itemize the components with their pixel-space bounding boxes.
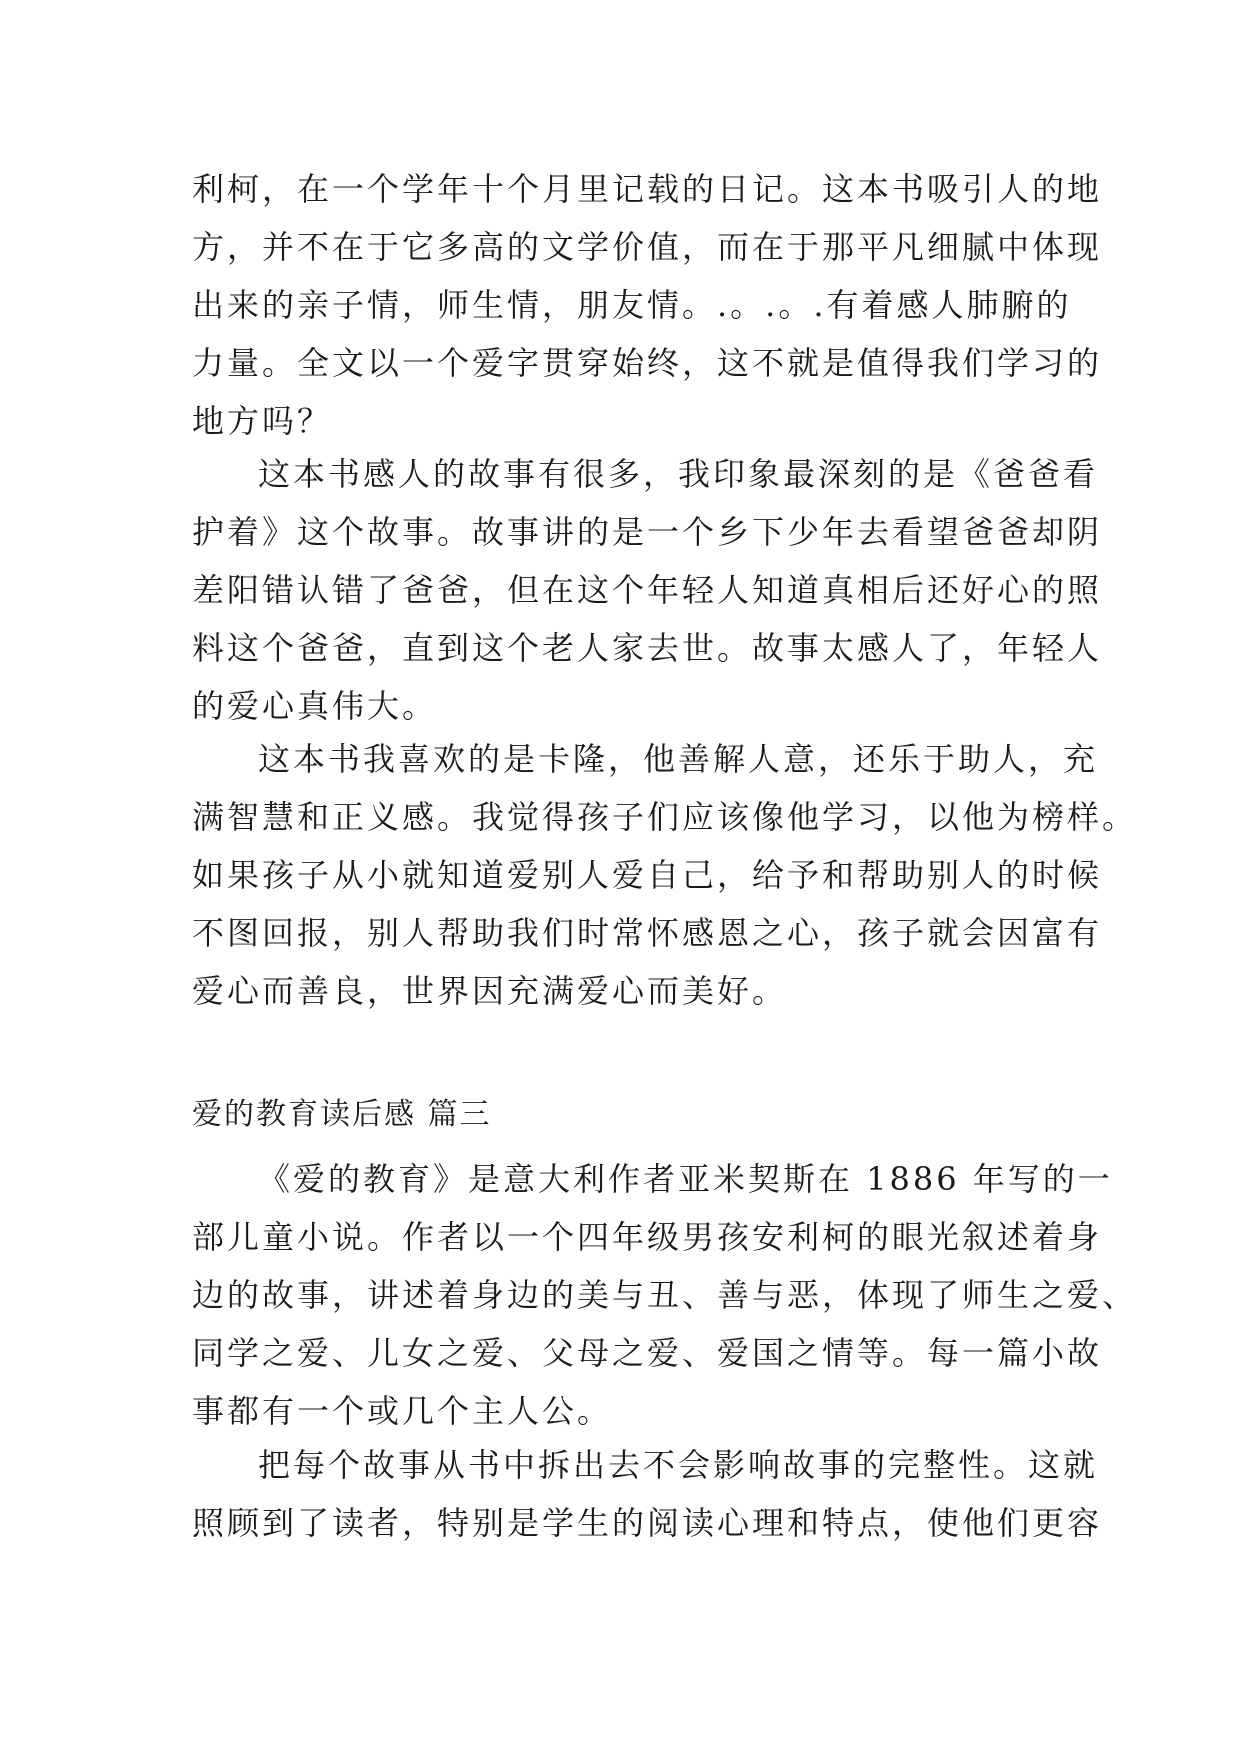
paragraph-line: 照顾到了读者，特别是学生的阅读心理和特点，使他们更容	[192, 1504, 1103, 1542]
paragraph-line: 满智慧和正义感。我觉得孩子们应该像他学习，以他为榜样。	[192, 798, 1138, 836]
paragraph-line: 部儿童小说。作者以一个四年级男孩安利柯的眼光叙述着身	[192, 1218, 1103, 1256]
paragraph-story	[192, 445, 1103, 735]
section-heading: 爱的教育读后感 篇三	[192, 1097, 492, 1132]
paragraph-line: 边的故事，讲述着身边的美与丑、善与恶，体现了师生之爱、	[192, 1276, 1138, 1314]
paragraph-line: 的爱心真伟大。	[192, 687, 438, 725]
paragraph-line: 这本书感人的故事有很多，我印象最深刻的是《爸爸看	[258, 455, 1099, 493]
paragraph-line: 爱心而善良，世界因充满爱心而美好。	[192, 972, 788, 1010]
paragraph-kalong	[192, 730, 1138, 1020]
paragraph-line: 力量。全文以一个爱字贯穿始终，这不就是值得我们学习的	[192, 344, 1103, 382]
paragraph-intro	[192, 1150, 1138, 1440]
paragraph-line: 方，并不在于它多高的文学价值，而在于那平凡细腻中体现	[192, 228, 1103, 266]
paragraph-continued	[192, 160, 1103, 450]
paragraph-line: 事都有一个或几个主人公。	[192, 1392, 613, 1430]
paragraph-line: 护着》这个故事。故事讲的是一个乡下少年去看望爸爸却阴	[192, 513, 1103, 551]
paragraph-line: 把每个故事从书中拆出去不会影响故事的完整性。这就	[258, 1446, 1099, 1484]
paragraph-line: 利柯，在一个学年十个月里记载的日记。这本书吸引人的地	[192, 170, 1103, 208]
paragraph-line: 《爱的教育》是意大利作者亚米契斯在 1886 年写的一	[258, 1160, 1113, 1198]
paragraph-line: 料这个爸爸，直到这个老人家去世。故事太感人了，年轻人	[192, 629, 1103, 667]
paragraph-structure	[192, 1436, 1103, 1552]
paragraph-line: 差阳错认错了爸爸，但在这个年轻人知道真相后还好心的照	[192, 571, 1103, 609]
paragraph-line: 如果孩子从小就知道爱别人爱自己，给予和帮助别人的时候	[192, 856, 1103, 894]
paragraph-line: 不图回报，别人帮助我们时常怀感恩之心，孩子就会因富有	[192, 914, 1103, 952]
paragraph-line: 同学之爱、儿女之爱、父母之爱、爱国之情等。每一篇小故	[192, 1334, 1103, 1372]
paragraph-line: 地方吗？	[192, 402, 333, 440]
paragraph-line: 这本书我喜欢的是卡隆，他善解人意，还乐于助人，充	[258, 740, 1099, 778]
paragraph-line: 出来的亲子情，师生情，朋友情。.。.。.有着感人肺腑的	[192, 286, 1072, 324]
